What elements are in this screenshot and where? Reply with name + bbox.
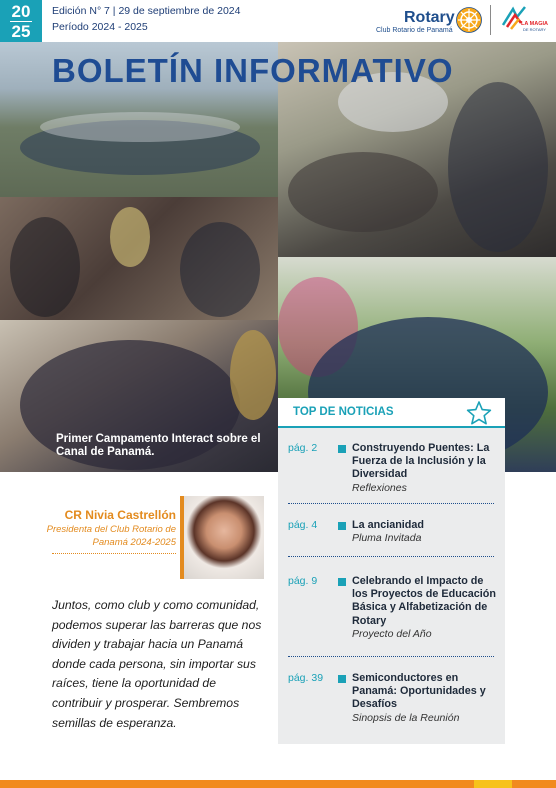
news-section: Pluma Invitada bbox=[352, 532, 422, 545]
news-section: Reflexiones bbox=[352, 481, 407, 494]
footer-bar bbox=[0, 780, 556, 788]
period-info: Período 2024 - 2025 bbox=[52, 21, 148, 33]
edition-year-badge bbox=[0, 0, 42, 42]
news-title: Semiconductores en Panamá: Oportunidades y Desafíos Sinopsis de la Reunión bbox=[352, 672, 498, 725]
president-photo bbox=[184, 496, 264, 579]
club-name: Club Rotario de Panamá bbox=[376, 27, 453, 34]
photo-group-discussion bbox=[0, 197, 278, 320]
president-name: CR Nivia Castrellón bbox=[64, 508, 176, 522]
president-quote: Juntos, como club y como comunidad, podemos superar las barreras que nos dividen y trabajar hacia un Panamá donde cada persona, sin importar sus raíces, tiene la oportunidad de contribuir y prosperar. Sembremos semillas de esperanza. bbox=[52, 598, 262, 730]
news-page: pág. 4 bbox=[288, 519, 318, 531]
year-top: 20 bbox=[11, 2, 31, 21]
year-bottom: 25 bbox=[11, 22, 31, 41]
news-bullet bbox=[338, 522, 346, 530]
news-title: La ancianidad Pluma Invitada bbox=[352, 519, 498, 545]
page-title: BOLETÍN INFORMATIVO bbox=[52, 52, 454, 89]
edition-info: Edición N° 7 | 29 de septiembre de 2024 bbox=[52, 5, 241, 17]
news-bullet bbox=[338, 445, 346, 453]
president-role: Presidenta del Club Rotario de Panamá 2024-2025 bbox=[46, 524, 176, 548]
photo-caption: Primer Campamento Interact sobre el Canal de Panamá. bbox=[56, 433, 261, 458]
la-magia-de-rotary-logo bbox=[497, 3, 552, 37]
star-icon bbox=[466, 400, 492, 426]
magia-logo-text-1: LA MAGIA bbox=[521, 21, 548, 27]
president-divider bbox=[52, 553, 176, 554]
news-title: Construyendo Puentes: La Fuerza de la Inclusión y la Diversidad Reflexiones bbox=[352, 442, 498, 495]
footer-accent bbox=[474, 780, 512, 788]
news-divider bbox=[288, 503, 494, 504]
rotary-wheel-icon bbox=[455, 6, 483, 34]
news-divider bbox=[288, 556, 494, 557]
news-heading: TOP DE NOTICIAS bbox=[293, 406, 394, 418]
news-page: pág. 9 bbox=[288, 575, 318, 587]
news-section: Proyecto del Año bbox=[352, 627, 432, 640]
header-separator bbox=[490, 5, 491, 35]
news-bullet bbox=[338, 578, 346, 586]
magia-logo-text-2: DE ROTARY bbox=[523, 27, 546, 32]
news-page: pág. 39 bbox=[288, 672, 324, 684]
news-bullet bbox=[338, 675, 346, 683]
news-section: Sinopsis de la Reunión bbox=[352, 711, 460, 724]
news-title: Celebrando el Impacto de los Proyectos de Educación Básica y Alfabetización de Rotary Proyecto del Año bbox=[352, 575, 497, 640]
rotary-wordmark: Rotary bbox=[404, 9, 455, 26]
news-divider bbox=[288, 656, 494, 657]
news-page: pág. 2 bbox=[288, 442, 318, 454]
